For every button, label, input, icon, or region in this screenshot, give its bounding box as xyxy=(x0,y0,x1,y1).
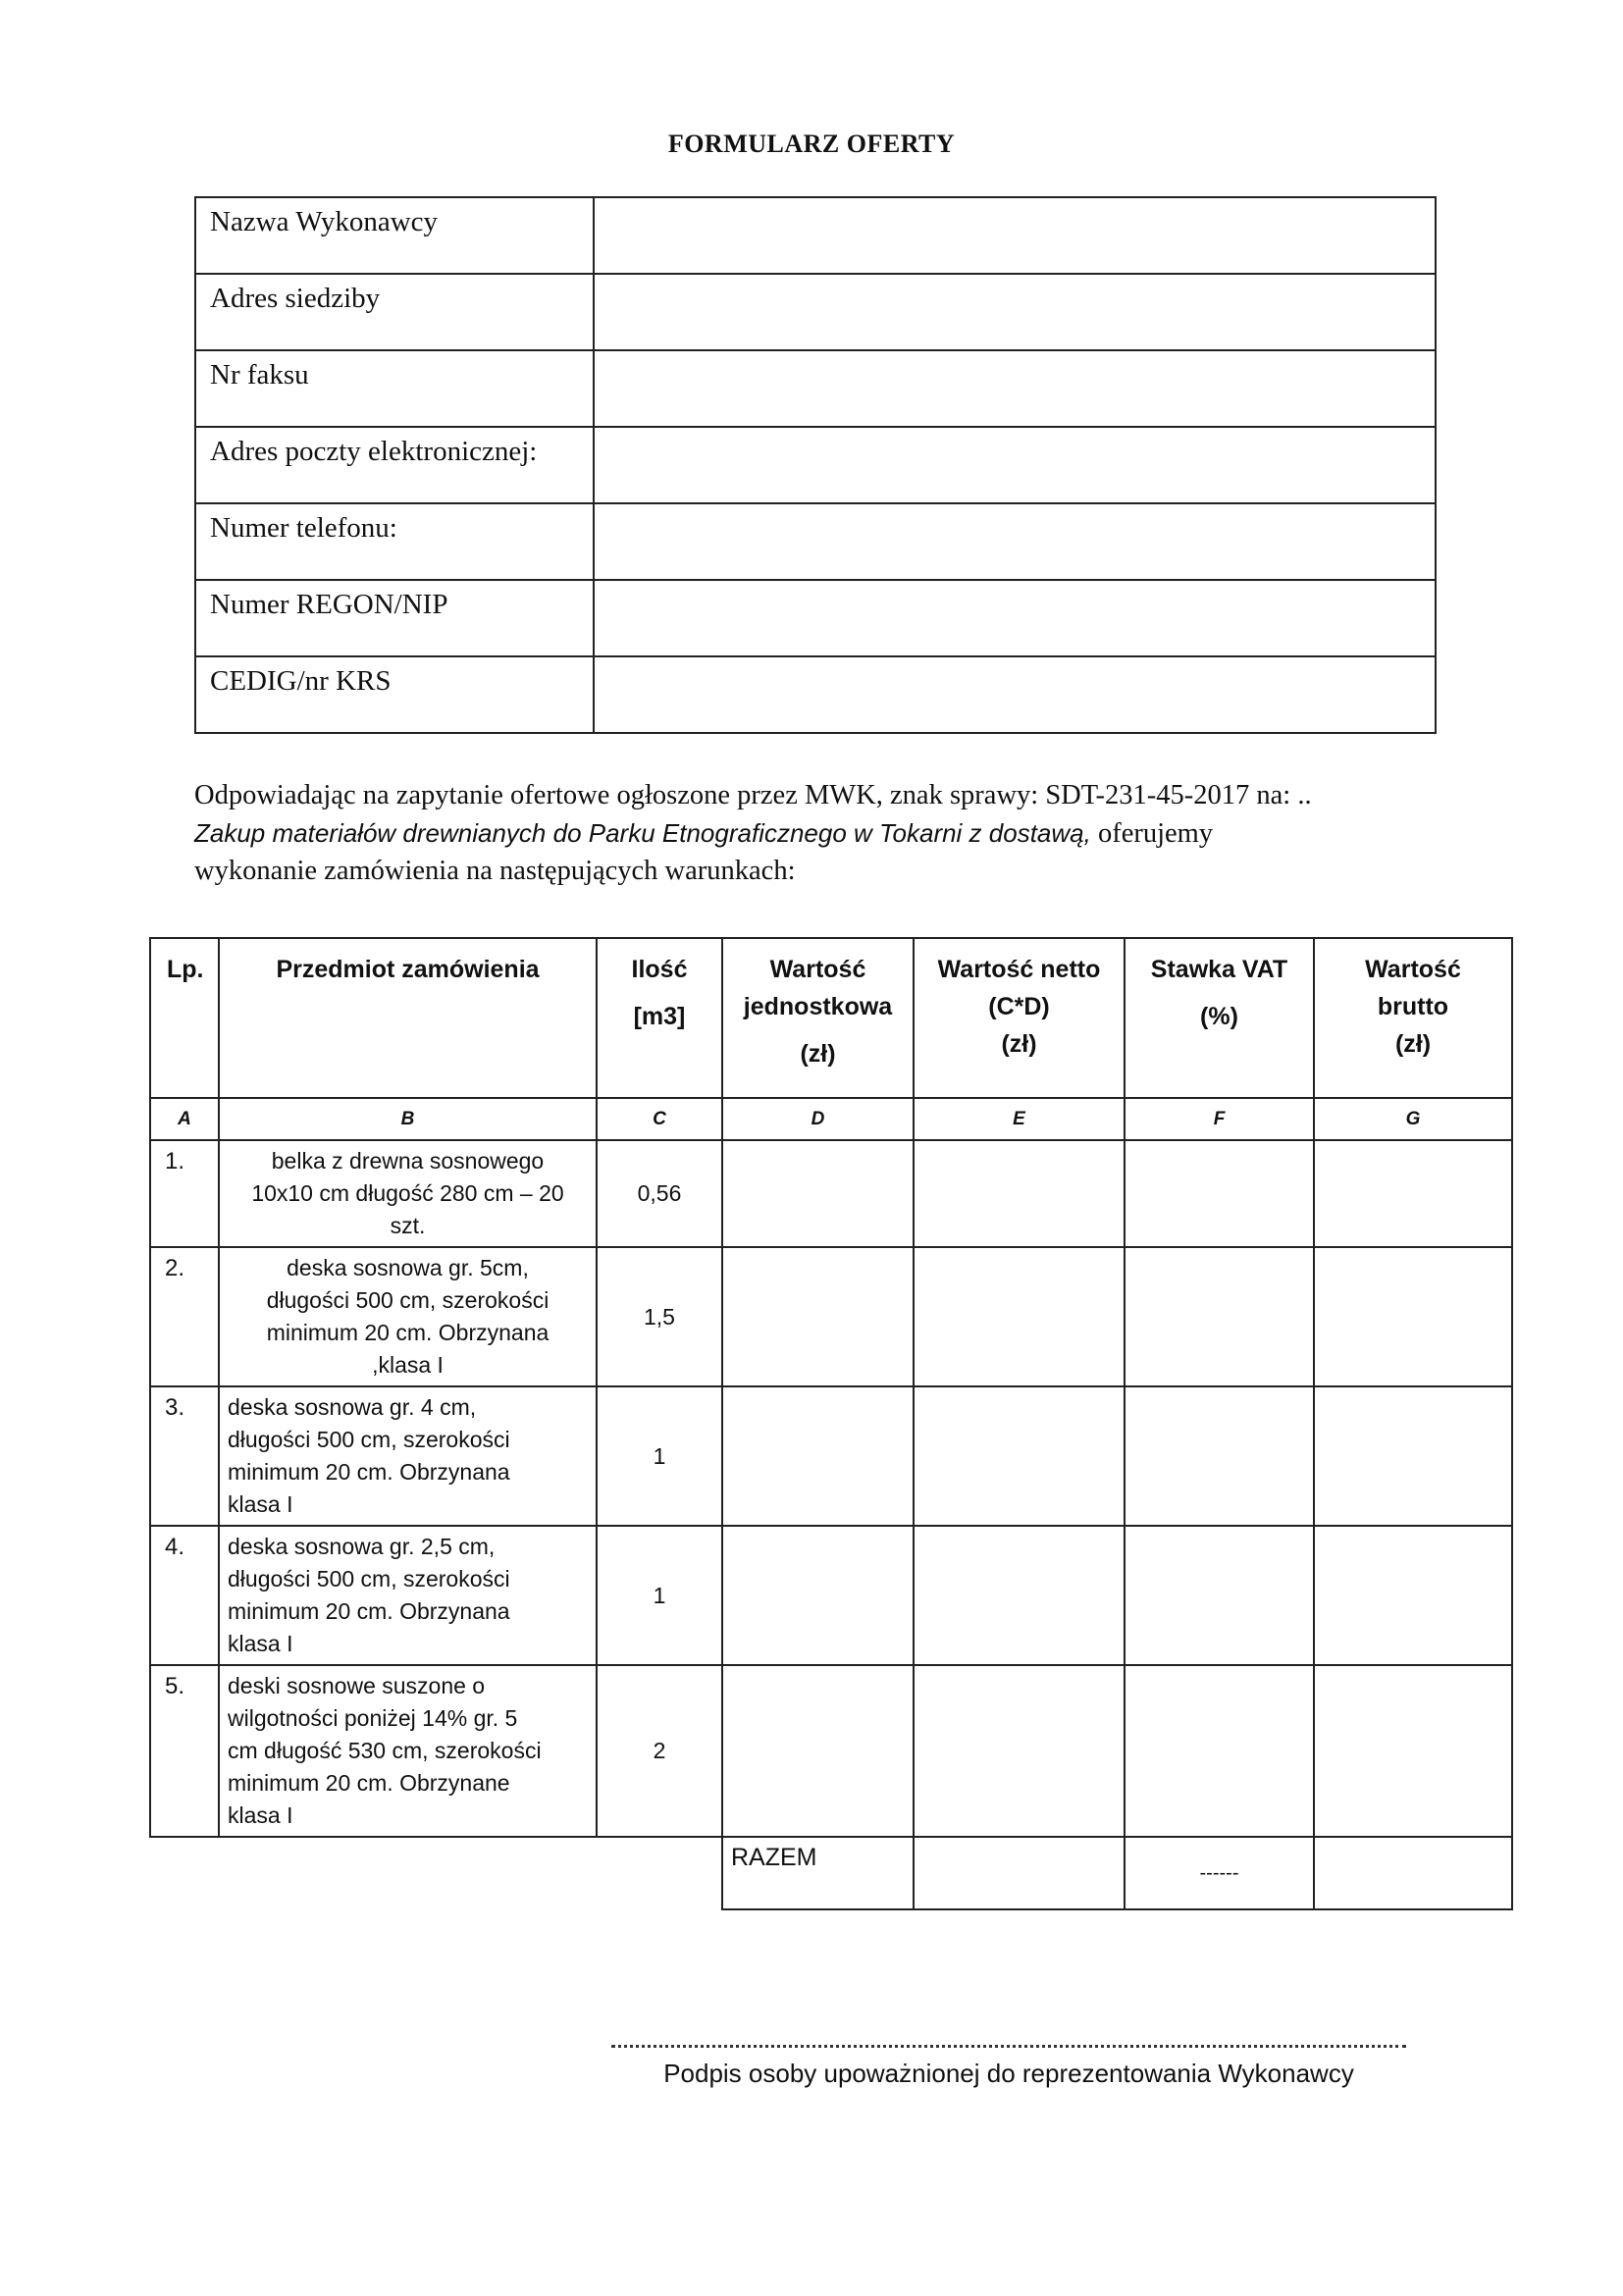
contractor-field-row xyxy=(195,274,1436,350)
header-net-line: Wartość netto xyxy=(937,956,1101,983)
column-letter: C xyxy=(597,1098,722,1140)
item-description-line: wilgotności poniżej 14% gr. 5 xyxy=(228,1705,518,1731)
intro-line-2 xyxy=(194,814,1460,853)
item-number: 1. xyxy=(150,1140,219,1247)
item-description xyxy=(219,1247,597,1386)
item-net-cell[interactable] xyxy=(914,1140,1125,1247)
header-quantity xyxy=(597,938,722,1098)
header-gross-line: Wartość xyxy=(1365,956,1461,983)
order-item-row xyxy=(150,1386,1512,1526)
column-letter: B xyxy=(219,1098,597,1140)
column-letter: E xyxy=(914,1098,1125,1140)
order-item-row xyxy=(150,1526,1512,1665)
item-gross-cell[interactable] xyxy=(1314,1386,1512,1526)
order-table xyxy=(149,937,1513,1910)
item-description-line: długości 500 cm, szerokości xyxy=(266,1287,550,1313)
total-label: RAZEM xyxy=(722,1837,914,1909)
item-description-line: deska sosnowa gr. 2,5 cm, xyxy=(228,1534,496,1559)
item-unit-cell[interactable] xyxy=(722,1386,914,1526)
item-description xyxy=(219,1665,597,1837)
item-gross-cell[interactable] xyxy=(1314,1247,1512,1386)
header-gross-value xyxy=(1314,938,1512,1098)
item-gross-cell[interactable] xyxy=(1314,1140,1512,1247)
header-unit-currency: (zł) xyxy=(800,1040,836,1068)
header-net-currency: (zł) xyxy=(1001,1030,1037,1058)
order-item-row xyxy=(150,1247,1512,1386)
item-description-line: minimum 20 cm. Obrzynana xyxy=(266,1320,550,1345)
item-description-line: minimum 20 cm. Obrzynane xyxy=(228,1770,510,1796)
item-number: 2. xyxy=(150,1247,219,1386)
total-vat-cell: ------ xyxy=(1125,1837,1314,1909)
header-gross-line: brutto xyxy=(1377,993,1449,1020)
total-spacer xyxy=(150,1837,722,1909)
header-gross-currency: (zł) xyxy=(1394,1030,1432,1058)
total-gross-cell[interactable] xyxy=(1314,1837,1512,1909)
item-description xyxy=(219,1140,597,1247)
item-number: 5. xyxy=(150,1665,219,1837)
item-quantity: 0,56 xyxy=(597,1140,722,1247)
item-description-line: deska sosnowa gr. 5cm, xyxy=(287,1255,529,1280)
contractor-field-label: Nr faksu xyxy=(195,350,594,427)
document-title: FORMULARZ OFERTY xyxy=(667,130,956,158)
item-description-line: minimum 20 cm. Obrzynana xyxy=(228,1598,510,1624)
item-vat-cell[interactable] xyxy=(1125,1386,1314,1526)
header-unit-value xyxy=(722,938,914,1098)
order-item-row xyxy=(150,1140,1512,1247)
contractor-field-label: Numer REGON/NIP xyxy=(195,580,594,656)
signature-label: Podpis osoby upoważnionej do reprezentowania Wykonawcy xyxy=(663,2059,1354,2088)
header-subject: Przedmiot zamówienia xyxy=(219,938,597,1098)
contractor-field-value[interactable] xyxy=(594,350,1436,427)
contractor-field-value[interactable] xyxy=(594,197,1436,274)
item-net-cell[interactable] xyxy=(914,1386,1125,1526)
contractor-field-row xyxy=(195,580,1436,656)
item-description-line: klasa I xyxy=(228,1802,293,1828)
item-gross-cell[interactable] xyxy=(1314,1665,1512,1837)
total-row xyxy=(150,1837,1512,1909)
order-subject: Zakup materiałów drewnianych do Parku Etnograficznego w Tokarni z dostawą, xyxy=(194,818,1091,848)
item-unit-cell[interactable] xyxy=(722,1526,914,1665)
item-description-line: długości 500 cm, szerokości xyxy=(228,1427,510,1452)
contractor-field-row xyxy=(195,503,1436,580)
header-vat-rate xyxy=(1125,938,1314,1098)
contractor-field-row xyxy=(195,427,1436,503)
item-description-line: klasa I xyxy=(228,1631,293,1656)
item-description-line: belka z drewna sosnowego xyxy=(271,1148,545,1174)
header-vat-line: Stawka VAT xyxy=(1150,956,1288,983)
header-quantity-unit: [m3] xyxy=(633,1003,686,1030)
contractor-field-label: Nazwa Wykonawcy xyxy=(195,197,594,274)
item-number: 4. xyxy=(150,1526,219,1665)
intro-line-1: Odpowiadając na zapytanie ofertowe ogłoszone przez MWK, znak sprawy: SDT-231-45-2017 na: .. xyxy=(194,780,1312,810)
header-lp: Lp. xyxy=(150,938,219,1098)
item-description-line: klasa I xyxy=(228,1491,293,1517)
header-net-formula: (C*D) xyxy=(988,993,1050,1020)
column-letters-row xyxy=(150,1098,1512,1140)
item-description-line: deski sosnowe suszone o xyxy=(228,1673,486,1698)
item-gross-cell[interactable] xyxy=(1314,1526,1512,1665)
item-description-line: 10x10 cm długość 280 cm – 20 xyxy=(251,1180,564,1206)
item-quantity: 2 xyxy=(597,1665,722,1837)
item-vat-cell[interactable] xyxy=(1125,1247,1314,1386)
contractor-field-label: Numer telefonu: xyxy=(195,503,594,580)
contractor-field-label: Adres poczty elektronicznej: xyxy=(195,427,594,503)
signature-line xyxy=(611,2045,1406,2048)
header-unit-line: Wartość xyxy=(769,956,866,983)
item-unit-cell[interactable] xyxy=(722,1247,914,1386)
contractor-field-label: CEDIG/nr KRS xyxy=(195,656,594,733)
item-vat-cell[interactable] xyxy=(1125,1526,1314,1665)
contractor-field-value[interactable] xyxy=(594,274,1436,350)
header-unit-line: jednostkowa xyxy=(743,993,893,1020)
intro-paragraph xyxy=(194,777,1460,890)
contractor-field-value[interactable] xyxy=(594,427,1436,503)
item-unit-cell[interactable] xyxy=(722,1665,914,1837)
item-description xyxy=(219,1386,597,1526)
total-net-cell[interactable] xyxy=(914,1837,1125,1909)
item-description-line: długości 500 cm, szerokości xyxy=(228,1566,510,1592)
column-letter: D xyxy=(722,1098,914,1140)
column-letter: F xyxy=(1125,1098,1314,1140)
column-letter: A xyxy=(150,1098,219,1140)
item-description-line: minimum 20 cm. Obrzynana xyxy=(228,1459,510,1485)
order-header-row xyxy=(150,938,1512,1098)
header-net-value xyxy=(914,938,1125,1098)
item-unit-cell[interactable] xyxy=(722,1140,914,1247)
item-quantity: 1 xyxy=(597,1526,722,1665)
contractor-field-row xyxy=(195,350,1436,427)
item-description-line: deska sosnowa gr. 4 cm, xyxy=(228,1394,477,1420)
contractor-field-value[interactable] xyxy=(594,503,1436,580)
contractor-field-value[interactable] xyxy=(594,656,1436,733)
item-quantity: 1,5 xyxy=(597,1247,722,1386)
item-quantity: 1 xyxy=(597,1386,722,1526)
item-description-line: cm długość 530 cm, szerokości xyxy=(228,1738,542,1763)
item-net-cell[interactable] xyxy=(914,1665,1125,1837)
contractor-info-table xyxy=(194,196,1437,734)
item-vat-cell[interactable] xyxy=(1125,1140,1314,1247)
item-vat-cell[interactable] xyxy=(1125,1665,1314,1837)
contractor-field-value[interactable] xyxy=(594,580,1436,656)
item-number: 3. xyxy=(150,1386,219,1526)
item-net-cell[interactable] xyxy=(914,1526,1125,1665)
contractor-field-row xyxy=(195,656,1436,733)
intro-line-3: wykonanie zamówienia na następujących warunkach: xyxy=(194,856,796,886)
contractor-field-label: Adres siedziby xyxy=(195,274,594,350)
item-description-line: ,klasa I xyxy=(372,1352,444,1378)
intro-line-2-rest: oferujemy xyxy=(1090,818,1214,849)
header-quantity-line: Ilość xyxy=(631,956,688,983)
header-vat-unit: (%) xyxy=(1200,1003,1238,1030)
contractor-field-row xyxy=(195,197,1436,274)
item-description-line: szt. xyxy=(390,1213,426,1238)
item-net-cell[interactable] xyxy=(914,1247,1125,1386)
item-description xyxy=(219,1526,597,1665)
column-letter: G xyxy=(1314,1098,1512,1140)
order-item-row xyxy=(150,1665,1512,1837)
